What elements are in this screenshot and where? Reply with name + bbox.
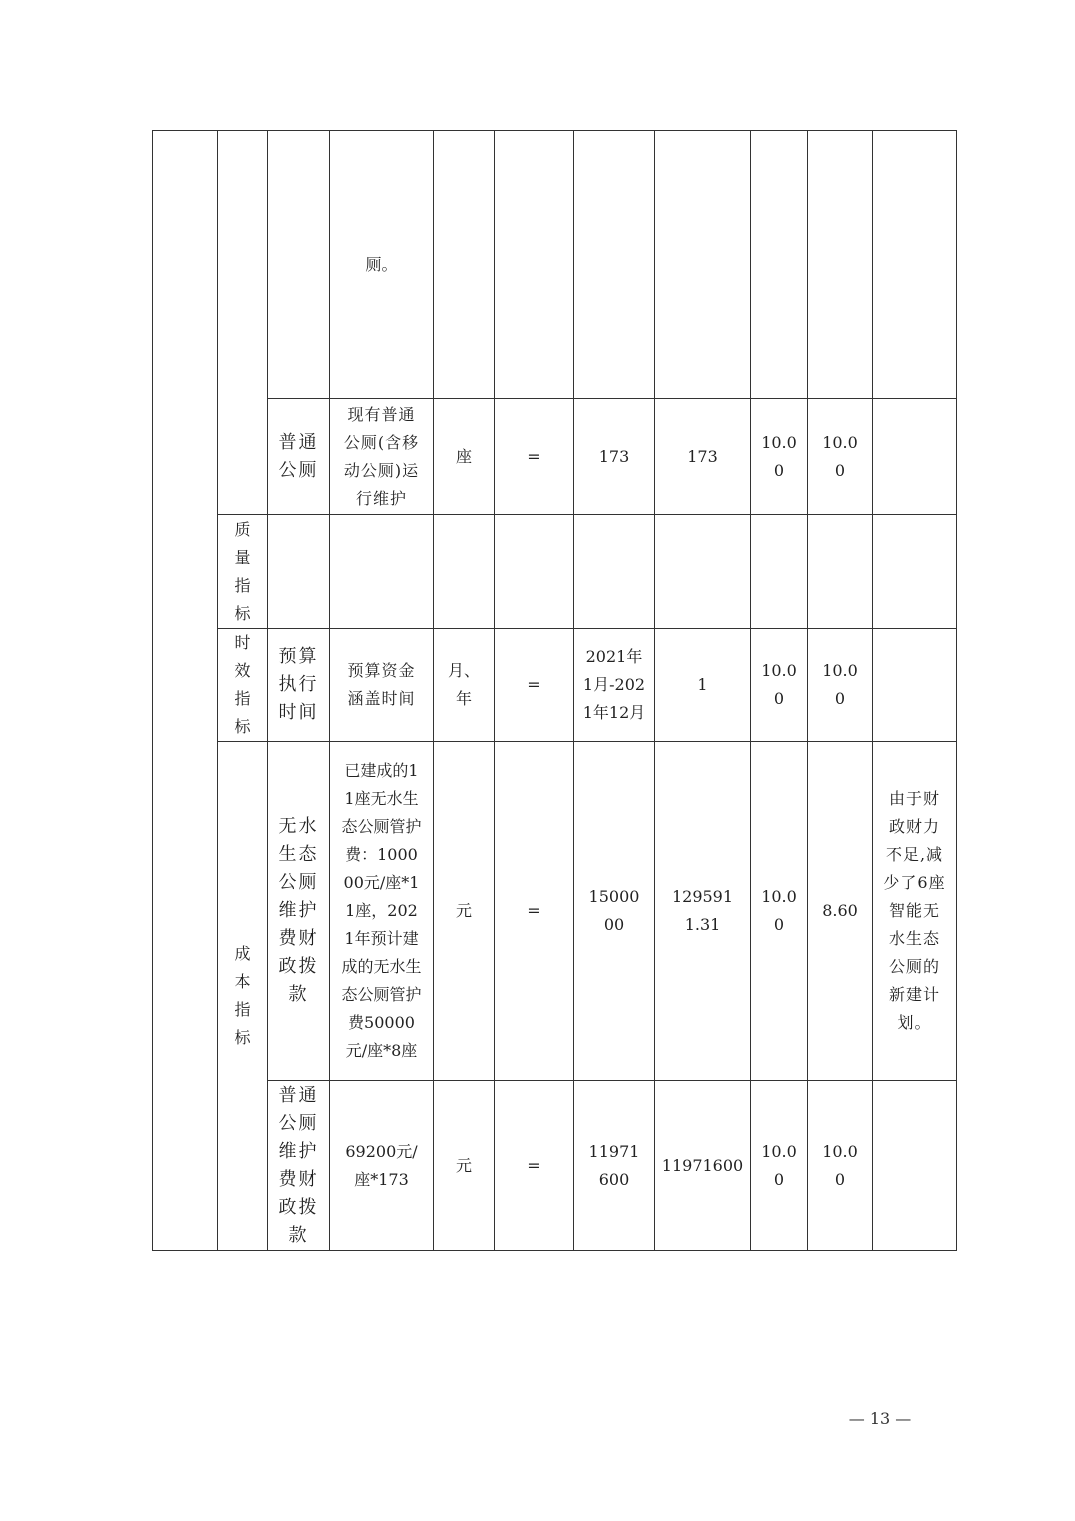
target-value-cell — [574, 1081, 655, 1251]
note-cell — [873, 629, 957, 742]
unit-cell: 元 — [434, 742, 495, 1081]
weight-cell — [751, 131, 808, 399]
weight-value: 10.00 — [761, 432, 797, 480]
indicator-name: 普通公厕维护费财政拨款 — [278, 1084, 319, 1246]
actual-value-cell: 173 — [655, 399, 751, 515]
indicator-name: 预算执行时间 — [278, 646, 319, 723]
indicator-content: 已建成的11座无水生态公厕管护费：100000元/座*11座，2021年预计建成的无水生态公厕管护费50000元/座*8座 — [341, 761, 422, 1060]
note-cell — [873, 742, 957, 1081]
weight-value: 10.00 — [761, 661, 797, 708]
table-row — [153, 629, 957, 742]
indicator-content: 预算资金涵盖时间 — [347, 661, 416, 708]
score-cell: 8.60 — [808, 742, 873, 1081]
operator-cell — [495, 515, 574, 629]
actual-value-cell: 11971600 — [655, 1081, 751, 1251]
weight-cell — [751, 399, 808, 515]
indicator-category: 质量指标 — [234, 519, 251, 623]
indicator-name: 普通公厕 — [278, 431, 319, 481]
unit-value: 月、年 — [447, 661, 480, 708]
operator-cell: = — [495, 399, 574, 515]
actual-value: 1295911.31 — [671, 887, 734, 934]
target-value-cell — [574, 742, 655, 1081]
operator-cell: = — [495, 629, 574, 742]
score-value: 10.00 — [822, 432, 858, 480]
actual-value-cell — [655, 515, 751, 629]
unit-cell: 元 — [434, 1081, 495, 1251]
target-value-cell — [574, 629, 655, 742]
operator-cell: = — [495, 1081, 574, 1251]
unit-cell — [434, 131, 495, 399]
unit-cell — [434, 515, 495, 629]
second-level-indicator-cell — [218, 629, 268, 742]
operator-cell: = — [495, 742, 574, 1081]
indicator-content-cell — [330, 742, 434, 1081]
note-text: 由于财政财力不足,减少了6座智能无水生态公厕的新建计划。 — [883, 789, 946, 1032]
third-level-indicator-cell — [268, 629, 330, 742]
actual-value-cell — [655, 131, 751, 399]
unit-cell — [434, 629, 495, 742]
third-level-indicator-cell — [268, 399, 330, 515]
unit-cell: 座 — [434, 399, 495, 515]
score-value: 10.00 — [822, 661, 858, 708]
target-value: 2021年1月-2021年12月 — [582, 647, 646, 722]
note-cell — [873, 131, 957, 399]
indicator-content-cell: 厕。 — [330, 131, 434, 399]
table-row — [153, 742, 957, 1081]
performance-indicator-table — [152, 130, 957, 1251]
indicator-name: 无水生态公厕维护费财政拨款 — [278, 816, 319, 1005]
target-value-cell — [574, 515, 655, 629]
weight-cell — [751, 1081, 808, 1251]
score-cell — [808, 131, 873, 399]
indicator-content: 69200元/座*173 — [345, 1141, 418, 1189]
operator-cell — [495, 131, 574, 399]
indicator-category: 成本指标 — [234, 944, 251, 1047]
indicator-content-cell — [330, 629, 434, 742]
indicator-content-cell — [330, 399, 434, 515]
indicator-content-cell — [330, 515, 434, 629]
score-cell — [808, 629, 873, 742]
actual-value-cell: 1 — [655, 629, 751, 742]
indicator-content: 现有普通公厕(含移动公厕)运行维护 — [343, 404, 420, 508]
weight-value: 10.00 — [761, 1141, 797, 1189]
third-level-indicator-cell — [268, 515, 330, 629]
second-level-indicator-cell — [218, 742, 268, 1251]
table-row — [153, 515, 957, 629]
score-cell — [808, 515, 873, 629]
weight-cell — [751, 629, 808, 742]
page-number: — 13 — — [848, 1409, 912, 1428]
score-cell — [808, 399, 873, 515]
table-row — [153, 399, 957, 515]
weight-cell — [751, 515, 808, 629]
target-value: 11971600 — [588, 1141, 640, 1189]
third-level-indicator-cell — [268, 131, 330, 399]
actual-value-cell — [655, 742, 751, 1081]
score-value: 10.00 — [822, 1141, 858, 1189]
third-level-indicator-cell — [268, 1081, 330, 1251]
table-row — [153, 131, 957, 399]
indicator-content-cell — [330, 1081, 434, 1251]
second-level-indicator-cell — [218, 131, 268, 515]
third-level-indicator-cell — [268, 742, 330, 1081]
weight-value: 10.00 — [761, 887, 797, 934]
first-level-indicator-cell — [153, 131, 218, 1251]
note-cell — [873, 1081, 957, 1251]
second-level-indicator-cell — [218, 515, 268, 629]
note-cell — [873, 399, 957, 515]
note-cell — [873, 515, 957, 629]
target-value: 1500000 — [588, 887, 640, 934]
score-cell — [808, 1081, 873, 1251]
target-value-cell — [574, 131, 655, 399]
table-row — [153, 1081, 957, 1251]
target-value-cell: 173 — [574, 399, 655, 515]
weight-cell — [751, 742, 808, 1081]
indicator-category: 时效指标 — [234, 633, 251, 736]
